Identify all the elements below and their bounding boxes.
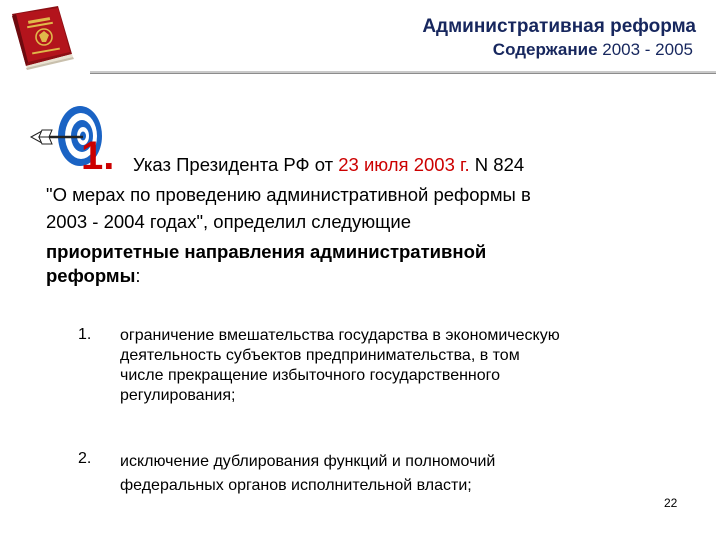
- list-item-line: ограничение вмешательства государства в экономическую: [120, 327, 560, 344]
- passport-icon: [6, 4, 78, 70]
- list-item-line: числе прекращение избыточного государственного: [120, 367, 501, 384]
- intro-number: 1.: [81, 134, 115, 178]
- header-subtitle-years: 2003 - 2005: [597, 40, 693, 59]
- decree-text: Указ Президента РФ от: [133, 154, 339, 175]
- intro-line-2: "О мерах по проведению административной реформы в: [46, 184, 531, 205]
- list-item-number: 2.: [78, 450, 92, 467]
- intro-line-5-tail: :: [135, 265, 141, 286]
- page-number: 22: [664, 496, 678, 510]
- list-item-number: 1.: [78, 326, 92, 343]
- list-item-line: федеральных органов исполнительной власти;: [120, 477, 472, 494]
- intro-line-1: [133, 153, 720, 177]
- intro-line-4: приоритетные направления административной: [46, 241, 487, 262]
- list-item: [120, 450, 690, 498]
- list-item-line: деятельность субъектов предпринимательства, в том: [120, 347, 520, 364]
- header-subtitle: [493, 40, 693, 60]
- header-subtitle-label: Содержание: [492, 40, 598, 59]
- intro-line-5: [46, 264, 686, 288]
- intro-line-5-bold: реформы: [46, 265, 136, 286]
- header-divider-shadow: [90, 73, 716, 74]
- decree-date: 23 июля 2003 г.: [338, 154, 470, 175]
- intro-line-3: 2003 - 2004 годах", определил следующие: [46, 211, 411, 232]
- list-item: [120, 326, 690, 406]
- list-item-line: регулирования;: [120, 387, 236, 404]
- decree-number: N 824: [469, 154, 525, 175]
- header-title: Административная реформа: [422, 16, 696, 37]
- list-item-line: исключение дублирования функций и полномочий: [120, 453, 496, 470]
